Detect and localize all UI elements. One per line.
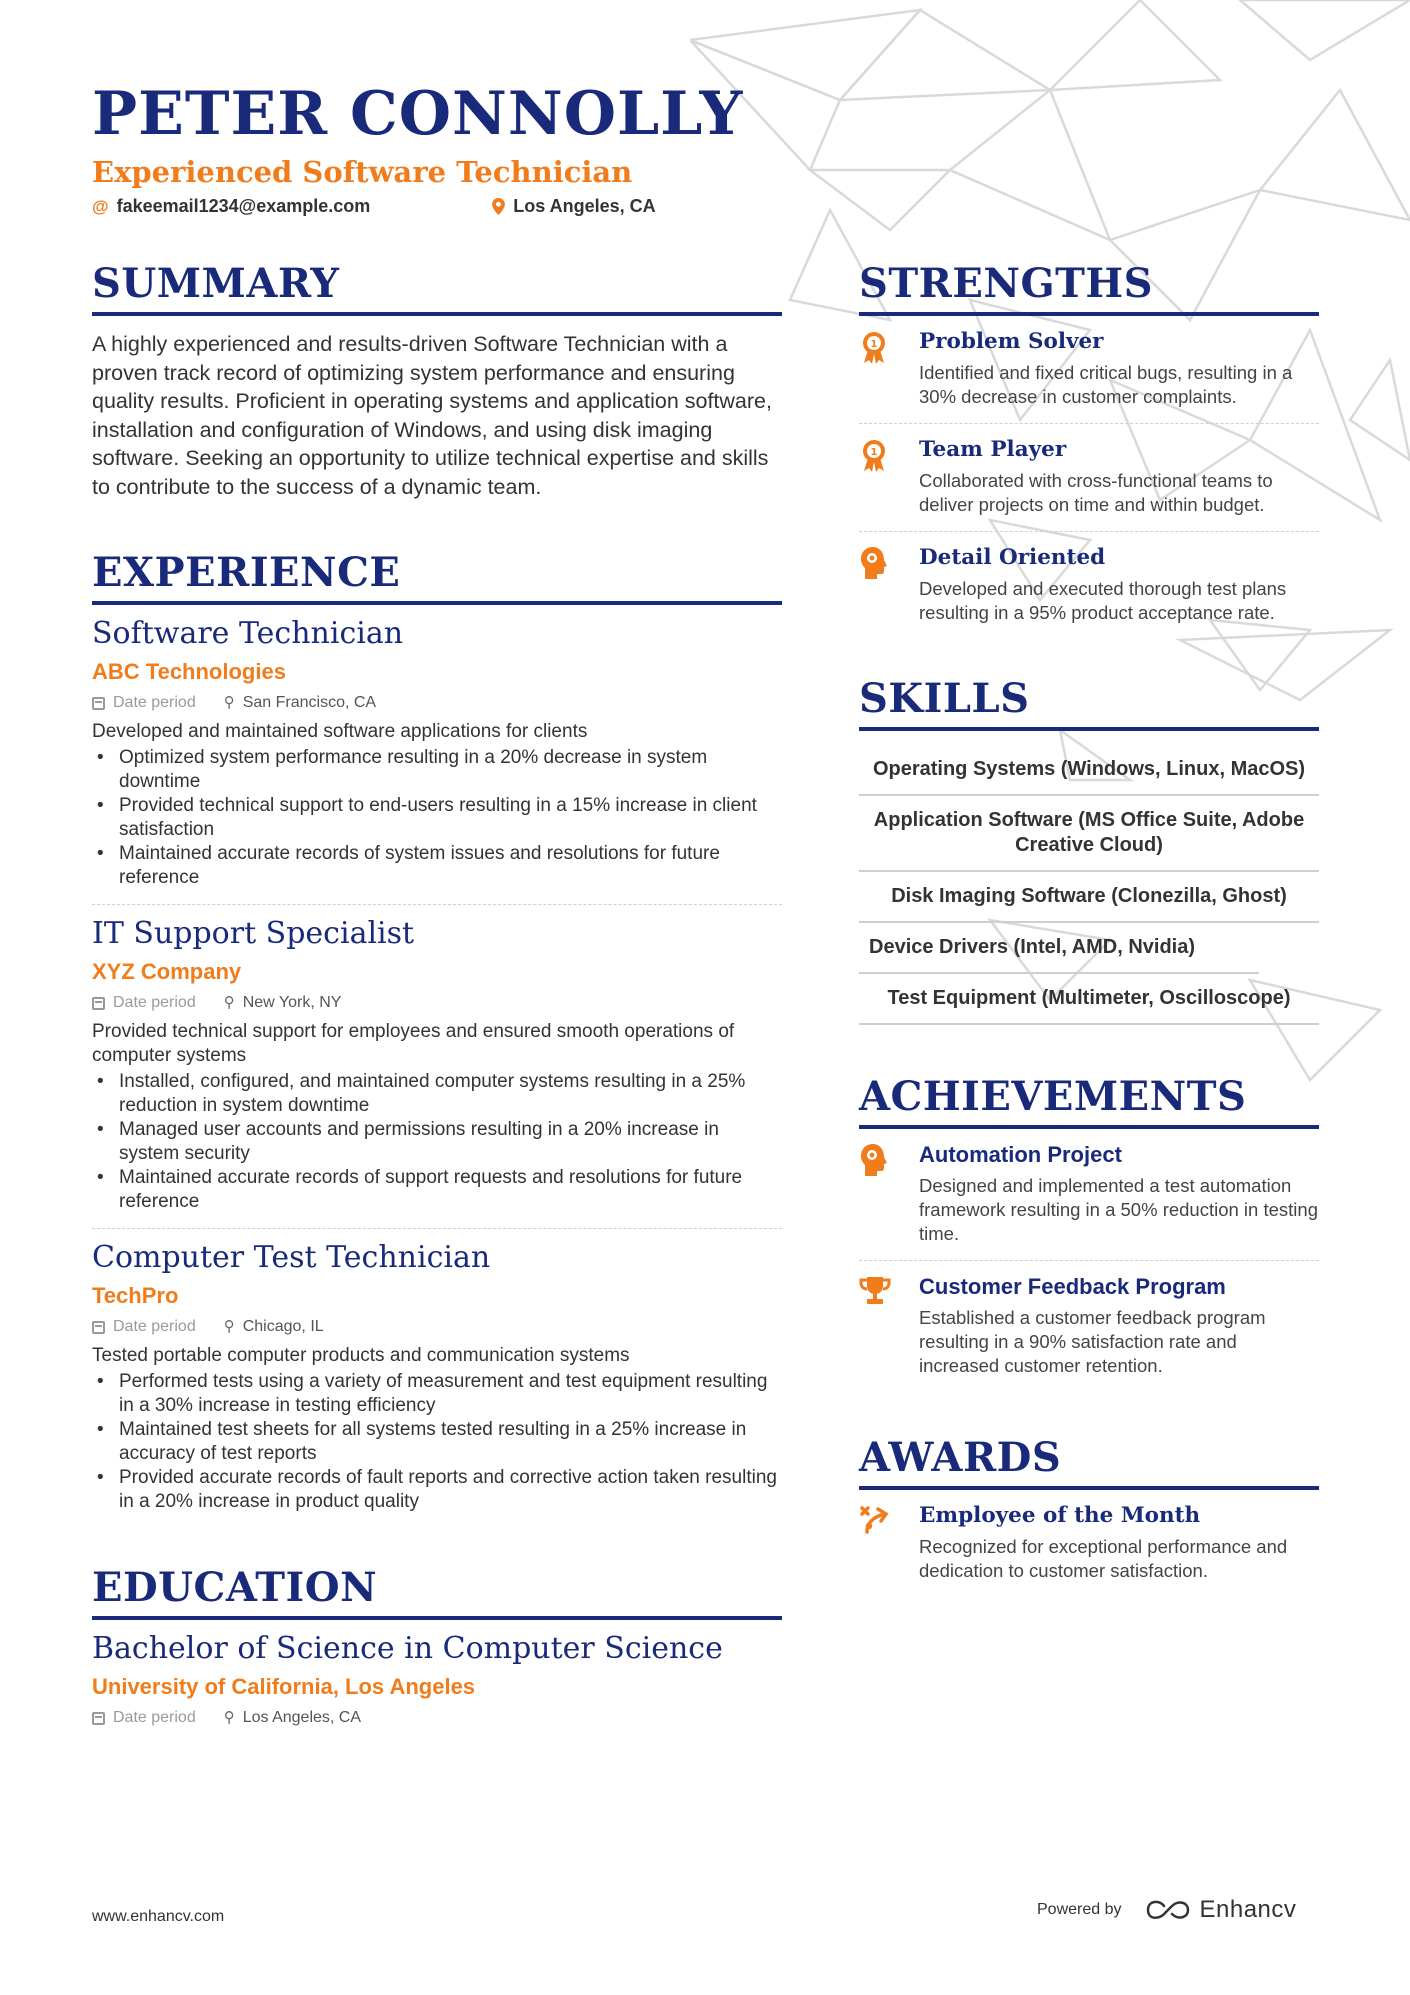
location-field <box>224 992 342 1014</box>
footer-website[interactable]: www.enhancv.com <box>92 1908 225 1925</box>
list-item: • Installed, configured, and maintained computer systems resulting in a 25% reduction in system downtime <box>92 1070 782 1118</box>
strength-item <box>859 532 1319 639</box>
enhancv-logo[interactable] <box>1144 1896 1297 1924</box>
date-text: Date period <box>113 994 196 1011</box>
skill-item: Operating Systems (Windows, Linux, MacOS) <box>859 745 1319 796</box>
map-pin-icon <box>492 198 505 215</box>
list-item: • Provided accurate records of fault reports and corrective action taken resulting in a 20% increase in product quality <box>92 1466 782 1514</box>
location-text: New York, NY <box>242 994 342 1011</box>
achievement-description: Designed and implemented a test automation framework resulting in a 50% reduction in testing time. <box>919 1175 1318 1244</box>
education-meta <box>92 1707 782 1729</box>
achievement-title: Customer Feedback Program <box>919 1274 1226 1299</box>
achievement-description: Established a customer feedback program resulting in a 90% satisfaction rate and increased customer retention. <box>919 1307 1266 1376</box>
skill-item: Application Software (MS Office Suite, Adobe Creative Cloud) <box>859 796 1319 872</box>
calendar-icon <box>92 1712 105 1725</box>
right-column <box>859 258 1319 1597</box>
location-field <box>224 1707 361 1729</box>
strength-description: Identified and fixed critical bugs, resulting in a 30% decrease in customer complaints. <box>919 362 1293 407</box>
footer-branding <box>1037 1896 1296 1924</box>
strength-description: Collaborated with cross-functional teams to deliver projects on time and within budget. <box>919 470 1273 515</box>
strength-description: Developed and executed thorough test plans resulting in a 95% product acceptance rate. <box>919 578 1287 623</box>
job-title: Software Technician <box>92 616 404 651</box>
calendar-icon <box>92 1321 105 1334</box>
date-text: Date period <box>113 1709 196 1726</box>
education-heading: EDUCATION <box>92 1562 782 1620</box>
email-text: fakeemail1234@example.com <box>116 196 371 216</box>
strength-item <box>859 316 1319 424</box>
company-name: TechPro <box>92 1283 179 1308</box>
skill-item: Disk Imaging Software (Clonezilla, Ghost) <box>859 872 1319 923</box>
skill-item: Test Equipment (Multimeter, Oscilloscope) <box>859 974 1319 1025</box>
job-description: Tested portable computer products and communication systems <box>92 1345 630 1366</box>
contact-info <box>92 196 1342 217</box>
achievement-item <box>859 1129 1319 1261</box>
svg-text:1: 1 <box>870 339 878 350</box>
strength-title: Team Player <box>919 437 1067 462</box>
list-item: • Performed tests using a variety of measurement and test equipment resulting in a 30% increase in testing efficiency <box>92 1370 782 1418</box>
powered-by-text: Powered by <box>1037 1901 1122 1918</box>
location-text: Los Angeles, CA <box>242 1709 362 1726</box>
location-text: Chicago, IL <box>242 1318 324 1335</box>
award-title: Employee of the Month <box>919 1503 1201 1528</box>
strength-title: Problem Solver <box>919 329 1104 354</box>
calendar-icon <box>92 997 105 1010</box>
location-text: San Francisco, CA <box>242 694 377 711</box>
map-pin-icon: ⚲ <box>223 694 235 711</box>
location-field <box>224 692 376 714</box>
location-contact <box>492 196 655 217</box>
summary-heading: SUMMARY <box>92 258 782 316</box>
experience-entry <box>92 1229 782 1528</box>
skill-item: Device Drivers (Intel, AMD, Nvidia) <box>859 923 1259 974</box>
achievement-list <box>92 746 782 890</box>
head-brain-icon <box>859 546 889 580</box>
list-item: • Maintained accurate records of system issues and resolutions for future reference <box>92 842 782 890</box>
svg-text:1: 1 <box>870 447 878 458</box>
achievement-list <box>92 1370 782 1514</box>
trophy-icon <box>859 1275 891 1307</box>
candidate-title: Experienced Software Technician <box>92 155 633 189</box>
award-ribbon-icon <box>859 330 889 364</box>
job-meta <box>92 992 782 1014</box>
job-description: Developed and maintained software applications for clients <box>92 721 588 742</box>
job-meta <box>92 692 782 714</box>
list-item: • Maintained test sheets for all systems tested resulting in a 25% increase in accuracy of test reports <box>92 1418 782 1466</box>
experience-section <box>92 547 782 1528</box>
location-text: Los Angeles, CA <box>513 196 656 216</box>
company-name: ABC Technologies <box>92 659 286 684</box>
date-field <box>92 992 196 1014</box>
skills-heading: SKILLS <box>859 673 1319 731</box>
job-title: Computer Test Technician <box>92 1240 491 1275</box>
location-field <box>224 1316 324 1338</box>
skills-section <box>859 673 1319 1025</box>
date-field <box>92 692 196 714</box>
award-item <box>859 1490 1319 1597</box>
degree-title: Bachelor of Science in Computer Science <box>92 1631 723 1666</box>
achievement-item <box>859 1261 1319 1392</box>
map-pin-icon: ⚲ <box>223 1318 235 1335</box>
experience-heading: EXPERIENCE <box>92 547 782 605</box>
list-item: • Optimized system performance resulting in a 20% decrease in system downtime <box>92 746 782 794</box>
enhancv-logo-icon <box>1144 1898 1192 1922</box>
list-item: • Managed user accounts and permissions resulting in a 20% increase in system security <box>92 1118 782 1166</box>
list-item: • Provided technical support to end-users resulting in a 15% increase in client satisfaction <box>92 794 782 842</box>
date-text: Date period <box>113 1318 196 1335</box>
strengths-section <box>859 258 1319 639</box>
candidate-name: PETER CONNOLLY <box>92 79 744 149</box>
achievements-heading: ACHIEVEMENTS <box>859 1071 1319 1129</box>
skills-list <box>859 745 1319 1025</box>
job-description: Provided technical support for employees and ensured smooth operations of computer systems <box>92 1021 735 1066</box>
resume-header <box>92 78 1342 217</box>
experience-entry <box>92 905 782 1229</box>
education-entry <box>92 1620 782 1729</box>
email-contact[interactable] <box>92 196 370 217</box>
map-pin-icon: ⚲ <box>223 1709 235 1726</box>
awards-heading: AWARDS <box>859 1432 1319 1490</box>
summary-section <box>92 258 782 501</box>
list-item: • Maintained accurate records of support requests and resolutions for future reference <box>92 1166 782 1214</box>
experience-entry <box>92 605 782 905</box>
map-pin-icon: ⚲ <box>223 994 235 1011</box>
achievement-title: Automation Project <box>919 1142 1122 1167</box>
summary-text: A highly experienced and results-driven Software Technician with a proven track record of optimizing system performance and ensuring quality results. Proficient in operating systems and application software, installation and configuration of Windows, and using disk imaging software. Seeking an opportunity to utilize technical expertise and skills to contribute to the success of a dynamic team. <box>92 332 772 499</box>
date-field <box>92 1707 196 1729</box>
award-description: Recognized for exceptional performance and dedication to customer satisfaction. <box>919 1536 1288 1581</box>
left-column <box>92 258 782 1729</box>
strength-item <box>859 424 1319 532</box>
achievements-section <box>859 1071 1319 1392</box>
at-icon: @ <box>92 196 109 216</box>
education-section <box>92 1562 782 1729</box>
strengths-heading: STRENGTHS <box>859 258 1319 316</box>
date-text: Date period <box>113 694 196 711</box>
brand-name: Enhancv <box>1199 1896 1297 1923</box>
job-meta <box>92 1316 782 1338</box>
awards-section <box>859 1432 1319 1597</box>
job-title: IT Support Specialist <box>92 916 415 951</box>
strength-title: Detail Oriented <box>919 545 1106 570</box>
achievement-list <box>92 1070 782 1214</box>
school-name: University of California, Los Angeles <box>92 1674 476 1699</box>
date-field <box>92 1316 196 1338</box>
head-brain-icon <box>859 1143 889 1177</box>
strategy-arrow-icon <box>859 1504 891 1536</box>
company-name: XYZ Company <box>92 959 242 984</box>
award-ribbon-icon <box>859 438 889 472</box>
calendar-icon <box>92 697 105 710</box>
